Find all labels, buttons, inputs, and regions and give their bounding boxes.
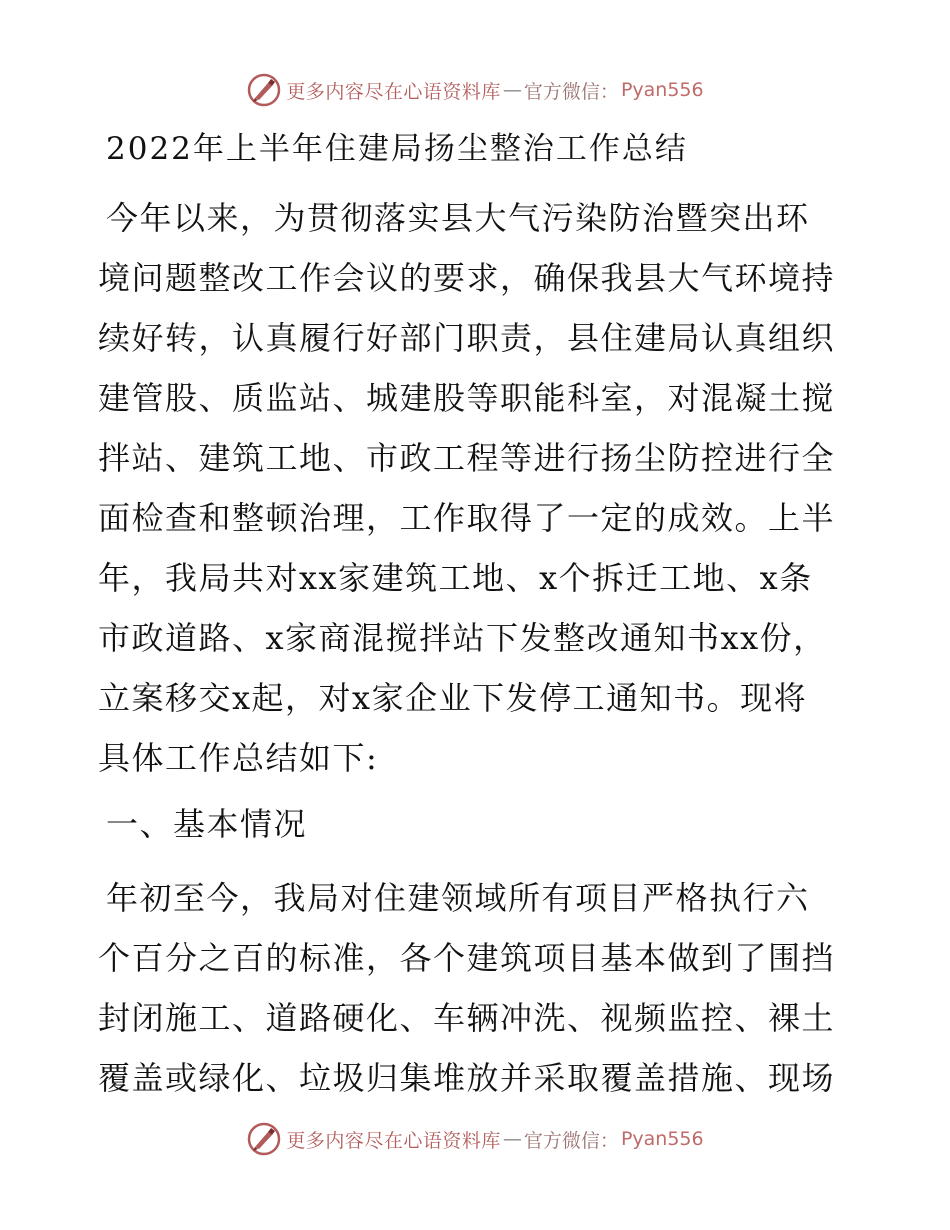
paragraph-line: 境问题整改工作会议的要求，确保我县大气环境持 [98, 259, 836, 297]
paragraph-line: 拌站、建筑工地、市政工程等进行扬尘防控进行全 [98, 439, 836, 477]
pen-logo-icon [246, 1121, 282, 1157]
pen-logo-icon [246, 72, 282, 108]
document-body [98, 122, 858, 1108]
paragraph-line: 具体工作总结如下: [98, 739, 379, 777]
watermark-dash: — [502, 79, 522, 101]
watermark-wechat-id: Pyan556 [620, 1128, 704, 1150]
watermark-footer [0, 1119, 950, 1159]
watermark-label: 官方微信： [523, 80, 619, 103]
paragraph-line: 立案移交x起，对x家企业下发停工通知书。现将 [98, 679, 808, 717]
paragraph-line: 覆盖或绿化、垃圾归集堆放并采取覆盖措施、现场 [98, 1059, 836, 1097]
paragraph-line: 年，我局共对xx家建筑工地、x个拆迁工地、x条 [98, 559, 813, 597]
paragraph-line: 市政道路、x家商混搅拌站下发整改通知书xx份， [98, 619, 827, 657]
paragraph-line: 封闭施工、道路硬化、车辆冲洗、视频监控、裸土 [98, 999, 836, 1037]
paragraph-line: 建管股、质监站、城建股等职能科室，对混凝土搅 [98, 379, 836, 417]
watermark-wechat-id: Pyan556 [620, 79, 704, 101]
watermark-text: 更多内容尽在心语资料库 [286, 1129, 501, 1152]
paragraph-basic-situation [98, 868, 858, 1108]
paragraph-line: 面检查和整顿治理，工作取得了一定的成效。上半 [98, 499, 836, 537]
paragraph-line: 今年以来，为贯彻落实县大气污染防治暨突出环 [106, 199, 810, 237]
watermark-dash: — [502, 1128, 522, 1150]
watermark-label: 官方微信： [523, 1129, 619, 1152]
paragraph-line: 续好转，认真履行好部门职责，县住建局认真组织 [98, 319, 836, 357]
watermark-text: 更多内容尽在心语资料库 [286, 80, 501, 103]
paragraph-intro [98, 188, 858, 788]
document-title: 2022年上半年住建局扬尘整治工作总结 [106, 131, 688, 167]
paragraph-line: 年初至今，我局对住建领域所有项目严格执行六 [106, 879, 810, 917]
section-heading-basic-situation: 一、基本情况 [106, 805, 308, 843]
paragraph-line: 个百分之百的标准，各个建筑项目基本做到了围挡 [98, 939, 836, 977]
watermark-header [0, 70, 950, 110]
